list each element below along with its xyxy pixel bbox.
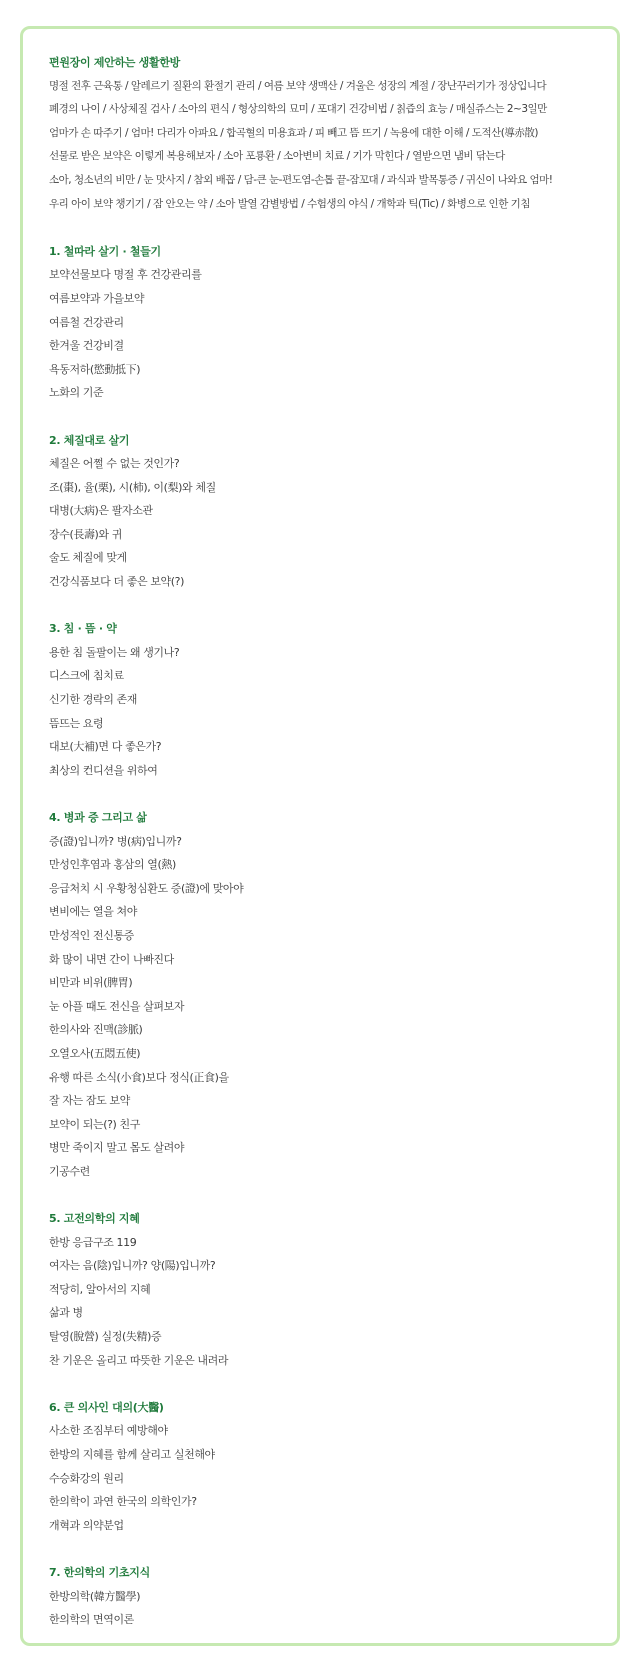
- section-2: [49, 429, 605, 594]
- section-title: 3. 침 · 뜸 · 약: [49, 622, 117, 636]
- list-item: 보약이 되는(?) 친구: [49, 1117, 140, 1131]
- list-item: 사소한 조짐부터 예방해야: [49, 1424, 168, 1438]
- list-item: 비만과 비위(脾胃): [49, 976, 133, 990]
- intro-line: 우리 아이 보약 챙기기 / 잠 안오는 약 / 소아 발열 감별방법 / 수험생의 야식 / 개학과 틱(Tic) / 화병으로 인한 기침: [49, 197, 530, 210]
- list-item: 탈영(脫營) 실정(失精)증: [49, 1330, 162, 1344]
- list-item: 체질은 어쩔 수 없는 것인가?: [49, 457, 180, 471]
- intro-line: 폐경의 나이 / 사상체질 검사 / 소아의 편식 / 형상의학의 묘미 / 포대기 건강비법 / 칡즙의 효능 / 매실쥬스는 2~3일만: [49, 103, 547, 116]
- list-item: 욕동저하(慾動抵下): [49, 362, 141, 376]
- list-item: 눈 아플 때도 전신을 살펴보자: [49, 999, 185, 1013]
- section-title: 5. 고전의학의 지혜: [49, 1212, 140, 1226]
- list-item: 보약선물보다 명절 후 건강관리를: [49, 268, 202, 282]
- list-item: 뜸뜨는 요령: [49, 716, 104, 730]
- section-5: [49, 1207, 605, 1372]
- list-item: 술도 체질에 맞게: [49, 551, 127, 565]
- list-item: 잘 자는 잠도 보약: [49, 1094, 130, 1108]
- intro-line: 명절 전후 근육통 / 알레르기 질환의 환절기 관리 / 여름 보약 생맥산 / 겨울은 성장의 계절 / 장난꾸러기가 정상입니다: [49, 79, 547, 92]
- list-item: 한방의 지혜를 함께 살리고 실천해야: [49, 1448, 215, 1462]
- section-7: [49, 1561, 605, 1632]
- list-item: 찬 기운은 올리고 따뜻한 기운은 내려라: [49, 1353, 229, 1367]
- list-item: 최상의 컨디션을 위하여: [49, 763, 158, 777]
- list-item: 조(棗), 율(栗), 시(柿), 이(梨)와 체질: [49, 480, 216, 494]
- list-item: 신기한 경락의 존재: [49, 693, 138, 707]
- list-item: 장수(長壽)와 귀: [49, 527, 122, 541]
- list-item: 병만 죽이지 말고 몸도 살려야: [49, 1141, 185, 1155]
- list-item: 여자는 음(陰)입니까? 양(陽)입니까?: [49, 1259, 216, 1273]
- section-3: [49, 617, 605, 782]
- content-frame: [20, 26, 620, 1646]
- intro-title: 편원장이 제안하는 생활한방: [49, 56, 180, 69]
- intro-block: [49, 51, 605, 216]
- list-item: 여름보약과 가을보약: [49, 291, 145, 305]
- list-item: 디스크에 침치료: [49, 669, 124, 683]
- section-title: 4. 병과 증 그리고 삶: [49, 811, 147, 824]
- section-6: [49, 1396, 605, 1538]
- intro-line: 소아, 청소년의 비만 / 눈 맛사지 / 참외 배꼽 / 담-큰 눈-편도염-손톱 끝-잠꼬대 / 과식과 발목통증 / 귀신이 나와요 엄마!: [49, 173, 553, 186]
- section-title: 1. 철따라 살기 · 철들기: [49, 244, 161, 258]
- list-item: 한의학이 과연 한국의 의학인가?: [49, 1495, 197, 1509]
- list-item: 유행 따른 소식(小食)보다 정식(正食)을: [49, 1070, 229, 1084]
- list-item: 만성적인 전신통증: [49, 928, 134, 942]
- section-title: 2. 체질대로 살기: [49, 433, 130, 447]
- list-item: 노화의 기준: [49, 386, 104, 400]
- section-title: 6. 큰 의사인 대의(大醫): [49, 1400, 164, 1414]
- list-item: 여름철 건강관리: [49, 315, 124, 329]
- intro-line: 엄마가 손 따주기 / 엄마! 다리가 아파요 / 합곡혈의 미용효과 / 피 빼고 뜸 뜨기 / 녹용에 대한 이해 / 도적산(導赤散): [49, 126, 538, 139]
- section-title: 7. 한의학의 기초지식: [49, 1566, 150, 1579]
- list-item: 변비에는 열을 쳐야: [49, 905, 138, 919]
- list-item: 한의학의 면역이론: [49, 1613, 134, 1627]
- list-item: 삶과 병: [49, 1306, 83, 1320]
- list-item: 만성인후염과 홍삼의 열(熱): [49, 858, 176, 872]
- list-item: 건강식품보다 더 좋은 보약(?): [49, 575, 184, 589]
- list-item: 개혁과 의약분업: [49, 1518, 124, 1532]
- list-item: 대보(大補)면 다 좋은가?: [49, 740, 162, 754]
- section-4: [49, 806, 605, 1184]
- list-item: 응급처치 시 우황청심환도 증(證)에 맞아야: [49, 881, 244, 895]
- intro-line: 선물로 받은 보약은 이렇게 복용해보자 / 소아 포룡환 / 소아변비 치료 / 기가 막힌다 / 열받으면 냄비 닦는다: [49, 150, 505, 163]
- list-item: 수승화강의 원리: [49, 1471, 124, 1485]
- list-item: 한방 응급구조 119: [49, 1235, 137, 1249]
- list-item: 용한 침 돌팔이는 왜 생기나?: [49, 645, 180, 659]
- section-1: [49, 240, 605, 405]
- list-item: 적당히, 알아서의 지혜: [49, 1282, 151, 1296]
- list-item: 대병(大病)은 팔자소관: [49, 504, 153, 518]
- list-item: 한방의학(韓方醫學): [49, 1589, 141, 1603]
- list-item: 증(證)입니까? 병(病)입니까?: [49, 834, 182, 848]
- list-item: 오열오사(五悶五使): [49, 1046, 141, 1060]
- table-of-contents: [49, 51, 605, 1632]
- list-item: 기공수련: [49, 1164, 90, 1178]
- list-item: 한겨울 건강비결: [49, 339, 124, 353]
- list-item: 화 많이 내면 간이 나빠진다: [49, 952, 174, 966]
- list-item: 한의사와 진맥(診脈): [49, 1023, 143, 1037]
